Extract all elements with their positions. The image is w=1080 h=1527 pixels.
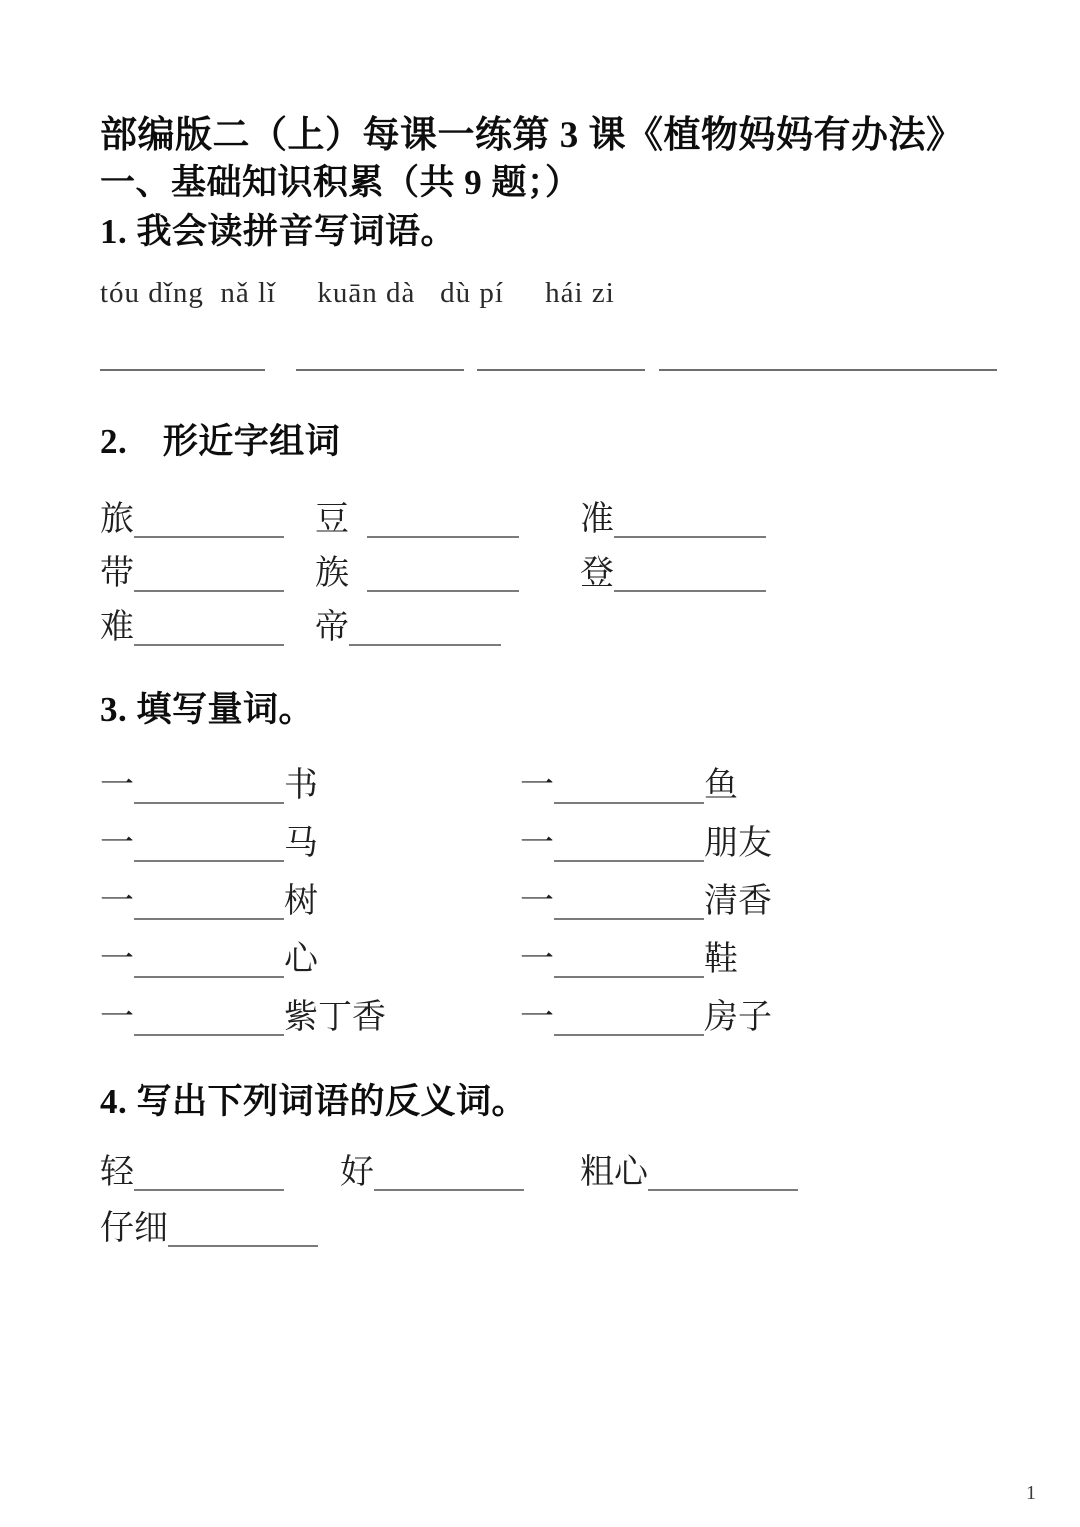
prompt-word: 好 — [340, 1154, 374, 1191]
question-2-row — [100, 547, 1000, 601]
numeral-prefix: 一 — [100, 883, 134, 920]
answer-blank[interactable] — [554, 888, 704, 920]
word-blank-pair — [100, 547, 284, 601]
answer-blank[interactable] — [134, 946, 284, 978]
measure-word-item — [520, 873, 772, 931]
answer-blank[interactable] — [554, 830, 704, 862]
question-3-grid — [100, 757, 1000, 1047]
question-4-heading: 4. 写出下列词语的反义词。 — [100, 1082, 528, 1121]
antonym-item — [580, 1145, 798, 1201]
prompt-word: 仔细 — [100, 1210, 168, 1247]
answer-line[interactable] — [827, 369, 997, 371]
question-3-heading: 3. 填写量词。 — [100, 690, 315, 729]
prompt-character: 登 — [580, 555, 614, 592]
spacer — [100, 655, 1000, 685]
question-3-row — [100, 873, 1000, 931]
prompt-character: 带 — [100, 555, 134, 592]
page-title: 部编版二（上）每课一练第 3 课《植物妈妈有办法》 — [100, 115, 964, 156]
answer-line[interactable] — [477, 369, 645, 371]
question-2-row — [100, 601, 1000, 655]
answer-blank[interactable] — [349, 614, 501, 646]
noun-label: 树 — [284, 883, 318, 920]
numeral-prefix: 一 — [520, 825, 554, 862]
numeral-prefix: 一 — [100, 767, 134, 804]
antonym-item — [100, 1145, 284, 1201]
answer-blank[interactable] — [367, 506, 519, 538]
answer-blank[interactable] — [614, 506, 766, 538]
question-1-heading: 1. 我会读拼音写词语。 — [100, 212, 457, 251]
measure-word-item — [520, 931, 738, 989]
question-1-pinyin-line: tóu dǐng nǎ lǐ kuān dà dù pí hái zi — [100, 277, 615, 309]
answer-blank[interactable] — [374, 1159, 524, 1191]
noun-label: 清香 — [704, 883, 772, 920]
antonym-item — [340, 1145, 524, 1201]
answer-blank[interactable] — [134, 830, 284, 862]
numeral-prefix: 一 — [520, 999, 554, 1036]
prompt-character: 难 — [100, 609, 134, 646]
question-2-heading: 2. 形近字组词 — [100, 422, 341, 461]
question-3-row — [100, 757, 1000, 815]
answer-blank[interactable] — [134, 614, 284, 646]
page-number: 1 — [1026, 1482, 1036, 1504]
question-2-grid — [100, 493, 1000, 655]
answer-blank[interactable] — [134, 1004, 284, 1036]
noun-label: 心 — [284, 941, 318, 978]
prompt-character: 帝 — [315, 609, 349, 646]
answer-blank[interactable] — [168, 1215, 318, 1247]
noun-label: 鞋 — [704, 941, 738, 978]
measure-word-item — [520, 815, 772, 873]
prompt-word: 粗心 — [580, 1154, 648, 1191]
question-3-row — [100, 989, 1000, 1047]
word-blank-pair — [315, 547, 519, 601]
page-content — [100, 112, 1000, 1257]
noun-label: 房子 — [704, 999, 772, 1036]
prompt-word: 轻 — [100, 1154, 134, 1191]
numeral-prefix: 一 — [520, 767, 554, 804]
noun-label: 马 — [284, 825, 318, 862]
word-blank-pair — [100, 601, 284, 655]
prompt-character: 旅 — [100, 501, 134, 538]
spacer — [100, 1047, 1000, 1077]
prompt-character: 族 — [315, 555, 349, 592]
word-blank-pair — [580, 493, 766, 547]
word-blank-pair — [315, 493, 519, 547]
measure-word-item — [100, 815, 318, 873]
numeral-prefix: 一 — [520, 941, 554, 978]
answer-blank[interactable] — [554, 772, 704, 804]
answer-blank[interactable] — [134, 772, 284, 804]
answer-line[interactable] — [659, 369, 827, 371]
section-heading-one: 一、基础知识积累（共 9 题；） — [100, 163, 581, 202]
answer-line[interactable] — [296, 369, 464, 371]
question-1-answer-lines — [100, 331, 1000, 387]
answer-blank[interactable] — [554, 946, 704, 978]
answer-line[interactable] — [100, 369, 265, 371]
answer-blank[interactable] — [648, 1159, 798, 1191]
measure-word-item — [520, 757, 738, 815]
prompt-character: 准 — [580, 501, 614, 538]
antonym-item — [100, 1201, 318, 1257]
numeral-prefix: 一 — [520, 883, 554, 920]
question-4-grid — [100, 1145, 1000, 1257]
answer-blank[interactable] — [134, 1159, 284, 1191]
question-3-row — [100, 931, 1000, 989]
measure-word-item — [100, 757, 318, 815]
word-blank-pair — [315, 601, 501, 655]
noun-label: 鱼 — [704, 767, 738, 804]
answer-blank[interactable] — [134, 560, 284, 592]
question-3-row — [100, 815, 1000, 873]
answer-blank[interactable] — [134, 888, 284, 920]
numeral-prefix: 一 — [100, 999, 134, 1036]
question-4-row — [100, 1145, 1000, 1201]
measure-word-item — [100, 873, 318, 931]
question-2-row — [100, 493, 1000, 547]
numeral-prefix: 一 — [100, 825, 134, 862]
noun-label: 朋友 — [704, 825, 772, 862]
noun-label: 书 — [284, 767, 318, 804]
prompt-character: 豆 — [315, 501, 349, 538]
question-4-row — [100, 1201, 1000, 1257]
numeral-prefix: 一 — [100, 941, 134, 978]
measure-word-item — [100, 931, 318, 989]
answer-blank[interactable] — [367, 560, 519, 592]
measure-word-item — [100, 989, 386, 1047]
answer-blank[interactable] — [134, 506, 284, 538]
noun-label: 紫丁香 — [284, 999, 386, 1036]
spacer — [100, 387, 1000, 417]
answer-blank[interactable] — [554, 1004, 704, 1036]
word-blank-pair — [580, 547, 766, 601]
measure-word-item — [520, 989, 772, 1047]
word-blank-pair — [100, 493, 284, 547]
answer-blank[interactable] — [614, 560, 766, 592]
